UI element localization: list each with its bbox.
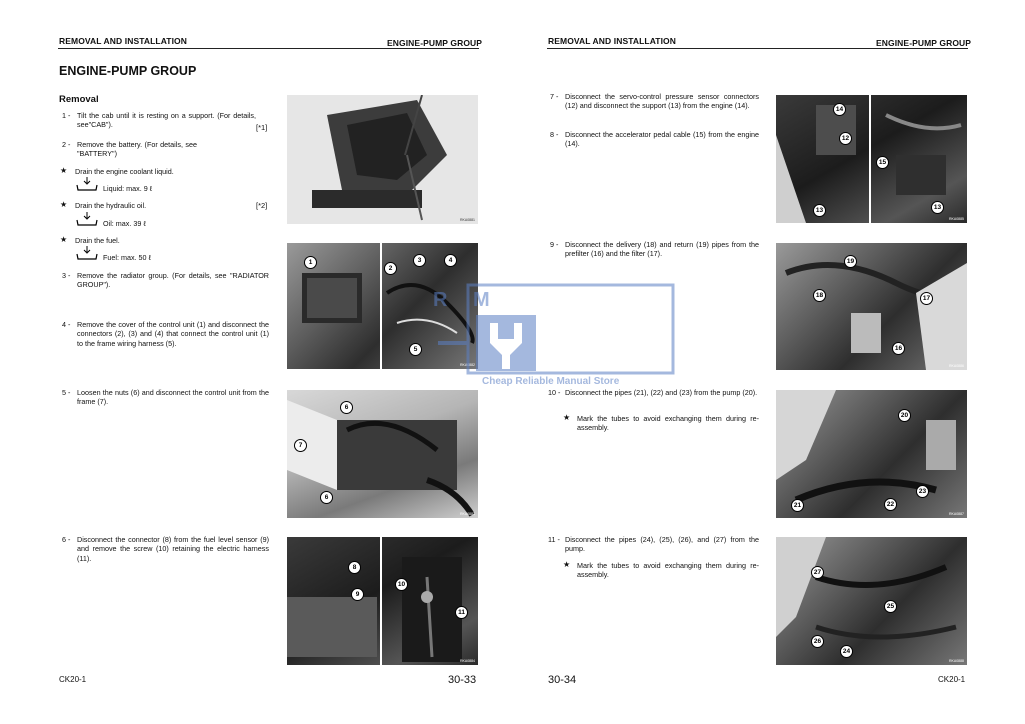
star-icon: ★ <box>60 200 68 209</box>
drain-container-icon <box>76 212 98 226</box>
callout-22: 22 <box>884 498 897 511</box>
callout-18: 18 <box>813 289 826 302</box>
step-number: 9 - <box>550 240 559 249</box>
callout-13-left: 13 <box>813 204 826 217</box>
step-text: Disconnect the accelerator pedal cable (15) from the engine (14). <box>565 130 759 149</box>
photo-fuel-sensor: 8 9 10 11 RKA0884 <box>287 537 478 665</box>
callout-21: 21 <box>791 499 804 512</box>
page-title: ENGINE-PUMP GROUP <box>59 64 197 78</box>
note-text: Mark the tubes to avoid exchanging them during re-assembly. <box>577 561 759 580</box>
reference-mark: [*2] <box>256 201 268 210</box>
callout-25: 25 <box>884 600 897 613</box>
step-number: 5 - <box>62 388 71 397</box>
step-text: Tilt the cab until it is resting on a support. (For details, see"CAB"). <box>77 111 256 130</box>
callout-24: 24 <box>840 645 853 658</box>
callout-2: 2 <box>384 262 397 275</box>
step-4 <box>62 320 269 348</box>
callout-3: 3 <box>413 254 426 267</box>
callout-6-bottom: 6 <box>320 491 333 504</box>
step-11 <box>548 535 759 554</box>
note-hydraulic: Drain the hydraulic oil. <box>75 201 147 210</box>
step-text: Disconnect the servo-control pressure sensor connectors (12) and disconnect the support (13) from the engine (14). <box>565 92 759 111</box>
watermark <box>428 283 680 391</box>
note-mark-tubes-2 <box>577 561 759 580</box>
callout-8: 8 <box>348 561 361 574</box>
callout-26: 26 <box>811 635 824 648</box>
drain-container-icon <box>76 177 98 191</box>
callout-13-right: 13 <box>931 201 944 214</box>
photo-control-unit: 1 2 3 4 5 RKA0882 <box>287 243 478 369</box>
callout-15: 15 <box>876 156 889 169</box>
step-number: 2 - <box>62 140 71 149</box>
callout-12: 12 <box>839 132 852 145</box>
callout-14: 14 <box>833 103 846 116</box>
step-1 <box>62 111 256 130</box>
drain-container-icon <box>76 246 98 260</box>
step-number: 6 - <box>62 535 71 544</box>
callout-19: 19 <box>844 255 857 268</box>
spec-hydraulic: Oil: max. 39 ℓ <box>103 219 146 228</box>
callout-10: 10 <box>395 578 408 591</box>
callout-23: 23 <box>916 485 929 498</box>
star-icon: ★ <box>60 235 68 244</box>
star-icon: ★ <box>563 560 571 569</box>
section-subtitle: Removal <box>59 94 99 105</box>
step-text: Disconnect the connector (8) from the fuel level sensor (9) and remove the screw (10) retaining the electric harness (11). <box>77 535 269 563</box>
callout-1: 1 <box>304 256 317 269</box>
watermark-letters: R M <box>433 289 500 311</box>
spec-fuel: Fuel: max. 50 ℓ <box>103 253 151 262</box>
photo-cab-tilted: RKA0881 <box>287 95 478 224</box>
left-header-rule <box>58 48 479 49</box>
note-mark-tubes-1 <box>577 414 759 433</box>
photo-pump-pipes: 20 23 22 21 RKA0887 <box>776 390 967 518</box>
step-8 <box>550 130 759 149</box>
photo-pump-lines: 27 25 26 24 RKA0888 <box>776 537 967 665</box>
right-header-rule <box>547 48 968 49</box>
callout-7: 7 <box>294 439 307 452</box>
callout-9: 9 <box>351 588 364 601</box>
reference-mark: [*1] <box>256 123 268 132</box>
step-text: Loosen the nuts (6) and disconnect the control unit from the frame (7). <box>77 388 269 407</box>
left-header-section: REMOVAL AND INSTALLATION <box>59 36 188 46</box>
note-text: Mark the tubes to avoid exchanging them during re-assembly. <box>577 414 759 433</box>
step-text: Disconnect the pipes (24), (25), (26), and (27) from the pump. <box>565 535 759 554</box>
step-text: Remove the battery. (For details, see "BATTERY") <box>77 140 197 159</box>
step-text: Disconnect the delivery (18) and return (19) pipes from the prefilter (16) and the filter (17). <box>565 240 759 259</box>
step-number: 3 - <box>62 271 71 280</box>
step-text: Remove the radiator group. (For details, see "RADIATOR GROUP"). <box>77 271 269 290</box>
step-6 <box>62 535 269 563</box>
left-footer-code: CK20-1 <box>59 675 87 684</box>
callout-17: 17 <box>920 292 933 305</box>
callout-20: 20 <box>898 409 911 422</box>
step-3 <box>62 271 269 290</box>
spec-coolant: Liquid: max. 9 ℓ <box>103 184 153 193</box>
step-number: 1 - <box>62 111 71 120</box>
right-page-number: 30-34 <box>548 674 577 686</box>
photo-servo-sensor: 14 12 13 15 13 RKA0885 <box>776 95 967 223</box>
step-number: 4 - <box>62 320 71 329</box>
callout-11: 11 <box>455 606 468 619</box>
note-coolant: Drain the engine coolant liquid. <box>75 167 174 176</box>
watermark-text: Cheap Reliable Manual Store <box>482 376 620 387</box>
left-header-group: ENGINE-PUMP GROUP <box>387 38 483 48</box>
step-text: Disconnect the pipes (21), (22) and (23) from the pump (20). <box>565 388 758 397</box>
photo-prefilter: 19 18 17 16 RKA0886 <box>776 243 967 370</box>
callout-5: 5 <box>409 343 422 356</box>
callout-16: 16 <box>892 342 905 355</box>
photo-control-unit-frame: 6 7 6 RKA0883 <box>287 390 478 518</box>
left-page-number: 30-33 <box>448 674 477 686</box>
right-footer-code: CK20-1 <box>938 675 966 684</box>
right-header-group: ENGINE-PUMP GROUP <box>876 38 972 48</box>
step-5 <box>62 388 269 407</box>
step-number: 11 - <box>548 535 560 544</box>
step-number: 8 - <box>550 130 559 139</box>
step-text: Remove the cover of the control unit (1) and disconnect the connectors (2), (3) and (4) that connect the control unit (1) to the frame wiring harness (5). <box>77 320 269 348</box>
callout-27: 27 <box>811 566 824 579</box>
step-9 <box>550 240 759 259</box>
step-number: 7 - <box>550 92 559 101</box>
callout-6-top: 6 <box>340 401 353 414</box>
note-fuel: Drain the fuel. <box>75 236 120 245</box>
star-icon: ★ <box>60 166 68 175</box>
star-icon: ★ <box>563 413 571 422</box>
callout-4: 4 <box>444 254 457 267</box>
right-header-section: REMOVAL AND INSTALLATION <box>548 36 677 46</box>
step-2 <box>62 140 197 159</box>
step-7 <box>550 92 759 111</box>
step-number: 10 - <box>548 388 561 397</box>
